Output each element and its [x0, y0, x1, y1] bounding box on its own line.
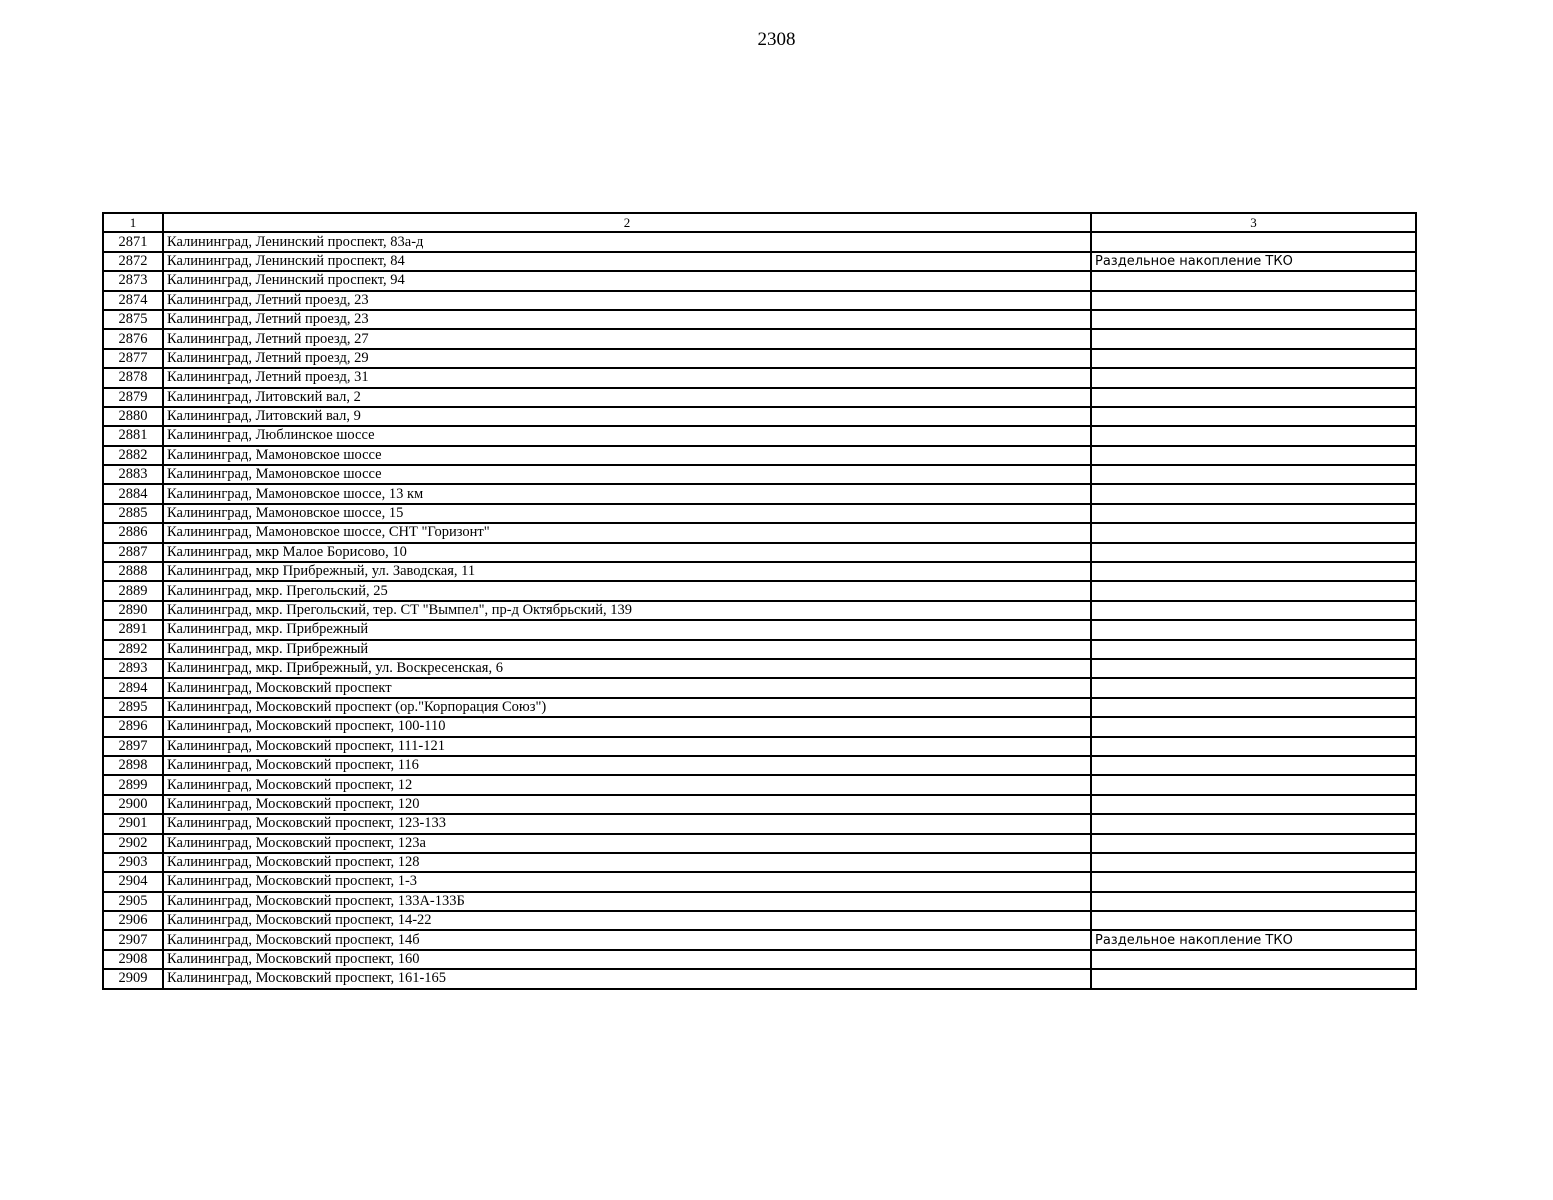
row-number-cell: 2897 — [103, 737, 163, 756]
address-cell: Калининград, Московский проспект, 12 — [163, 775, 1091, 794]
row-number-cell: 2872 — [103, 252, 163, 271]
note-cell — [1091, 484, 1416, 503]
note-cell — [1091, 232, 1416, 251]
address-cell: Калининград, Мамоновское шоссе — [163, 446, 1091, 465]
row-number-cell: 2873 — [103, 271, 163, 290]
table-row — [103, 775, 1416, 794]
table-row — [103, 834, 1416, 853]
table-row — [103, 504, 1416, 523]
table-row — [103, 853, 1416, 872]
row-number-cell: 2901 — [103, 814, 163, 833]
address-cell: Калининград, Московский проспект, 116 — [163, 756, 1091, 775]
table-row — [103, 911, 1416, 930]
row-number-cell: 2887 — [103, 543, 163, 562]
address-cell: Калининград, Литовский вал, 9 — [163, 407, 1091, 426]
note-cell — [1091, 407, 1416, 426]
row-number-cell: 2890 — [103, 601, 163, 620]
address-cell: Калининград, мкр Малое Борисово, 10 — [163, 543, 1091, 562]
address-cell: Калининград, Московский проспект, 14б — [163, 930, 1091, 949]
row-number-cell: 2884 — [103, 484, 163, 503]
note-cell — [1091, 698, 1416, 717]
address-cell: Калининград, Московский проспект, 1-3 — [163, 872, 1091, 891]
table-row — [103, 271, 1416, 290]
table-row — [103, 484, 1416, 503]
note-cell — [1091, 329, 1416, 348]
address-cell: Калининград, Мамоновское шоссе — [163, 465, 1091, 484]
address-cell: Калининград, мкр. Прегольский, 25 — [163, 581, 1091, 600]
table-row — [103, 678, 1416, 697]
row-number-cell: 2882 — [103, 446, 163, 465]
row-number-cell: 2902 — [103, 834, 163, 853]
row-number-cell: 2895 — [103, 698, 163, 717]
table-row — [103, 620, 1416, 639]
address-cell: Калининград, Московский проспект, 100-110 — [163, 717, 1091, 736]
table-row — [103, 349, 1416, 368]
address-cell: Калининград, Московский проспект, 123а — [163, 834, 1091, 853]
table-row — [103, 388, 1416, 407]
address-cell: Калининград, Мамоновское шоссе, СНТ "Горизонт" — [163, 523, 1091, 542]
note-cell — [1091, 950, 1416, 969]
note-cell — [1091, 562, 1416, 581]
table-row — [103, 523, 1416, 542]
row-number-cell: 2871 — [103, 232, 163, 251]
table-row — [103, 756, 1416, 775]
note-cell — [1091, 620, 1416, 639]
address-cell: Калининград, Ленинский проспект, 84 — [163, 252, 1091, 271]
note-cell — [1091, 756, 1416, 775]
note-cell — [1091, 717, 1416, 736]
table-row — [103, 252, 1416, 271]
address-cell: Калининград, Московский проспект — [163, 678, 1091, 697]
row-number-cell: 2889 — [103, 581, 163, 600]
row-number-cell: 2886 — [103, 523, 163, 542]
address-cell: Калининград, Московский проспект, 123-133 — [163, 814, 1091, 833]
row-number-cell: 2883 — [103, 465, 163, 484]
row-number-cell: 2906 — [103, 911, 163, 930]
note-cell — [1091, 543, 1416, 562]
address-cell: Калининград, Ленинский проспект, 83а-д — [163, 232, 1091, 251]
note-cell — [1091, 446, 1416, 465]
note-cell — [1091, 601, 1416, 620]
table-row — [103, 407, 1416, 426]
address-cell: Калининград, мкр. Прибрежный — [163, 640, 1091, 659]
row-number-cell: 2891 — [103, 620, 163, 639]
table-row — [103, 562, 1416, 581]
address-cell: Калининград, Мамоновское шоссе, 15 — [163, 504, 1091, 523]
note-cell — [1091, 969, 1416, 988]
address-cell: Калининград, Ленинский проспект, 94 — [163, 271, 1091, 290]
address-table — [102, 212, 1417, 990]
row-number-cell: 2881 — [103, 426, 163, 445]
note-cell — [1091, 892, 1416, 911]
table-row — [103, 368, 1416, 387]
table-row — [103, 310, 1416, 329]
address-cell: Калининград, Московский проспект, 128 — [163, 853, 1091, 872]
row-number-cell: 2894 — [103, 678, 163, 697]
table-row — [103, 446, 1416, 465]
address-cell: Калининград, Московский проспект, 111-121 — [163, 737, 1091, 756]
table-row — [103, 795, 1416, 814]
row-number-cell: 2879 — [103, 388, 163, 407]
note-cell — [1091, 795, 1416, 814]
address-cell: Калининград, Московский проспект, 120 — [163, 795, 1091, 814]
note-cell — [1091, 659, 1416, 678]
address-cell: Калининград, Московский проспект, 161-165 — [163, 969, 1091, 988]
note-cell: Раздельное накопление ТКО — [1091, 930, 1416, 949]
row-number-cell: 2874 — [103, 291, 163, 310]
row-number-cell: 2898 — [103, 756, 163, 775]
table-row — [103, 543, 1416, 562]
note-cell — [1091, 349, 1416, 368]
row-number-cell: 2892 — [103, 640, 163, 659]
address-cell: Калининград, Летний проезд, 27 — [163, 329, 1091, 348]
note-cell — [1091, 814, 1416, 833]
row-number-cell: 2888 — [103, 562, 163, 581]
row-number-cell: 2909 — [103, 969, 163, 988]
table-row — [103, 291, 1416, 310]
address-cell: Калининград, Московский проспект, 133А-133Б — [163, 892, 1091, 911]
table-row — [103, 814, 1416, 833]
note-cell — [1091, 271, 1416, 290]
table-row — [103, 426, 1416, 445]
note-cell — [1091, 581, 1416, 600]
row-number-cell: 2880 — [103, 407, 163, 426]
table-body — [103, 232, 1416, 988]
row-number-cell: 2878 — [103, 368, 163, 387]
row-number-cell: 2893 — [103, 659, 163, 678]
table-row — [103, 640, 1416, 659]
address-cell: Калининград, Литовский вал, 2 — [163, 388, 1091, 407]
note-cell — [1091, 426, 1416, 445]
table-row — [103, 872, 1416, 891]
table-row — [103, 950, 1416, 969]
table-row — [103, 698, 1416, 717]
row-number-cell: 2896 — [103, 717, 163, 736]
note-cell — [1091, 388, 1416, 407]
table-row — [103, 930, 1416, 949]
column-header-note: 3 — [1091, 213, 1416, 232]
page-number: 2308 — [757, 29, 796, 50]
note-cell — [1091, 737, 1416, 756]
note-cell — [1091, 775, 1416, 794]
row-number-cell: 2908 — [103, 950, 163, 969]
note-cell — [1091, 504, 1416, 523]
note-cell — [1091, 911, 1416, 930]
note-cell — [1091, 291, 1416, 310]
note-cell — [1091, 678, 1416, 697]
note-cell — [1091, 310, 1416, 329]
address-cell: Калининград, мкр. Прибрежный, ул. Воскресенская, 6 — [163, 659, 1091, 678]
address-cell: Калининград, Люблинское шоссе — [163, 426, 1091, 445]
table-row — [103, 465, 1416, 484]
table-header-row — [103, 213, 1416, 232]
table-row — [103, 232, 1416, 251]
address-cell: Калининград, Московский проспект, 14-22 — [163, 911, 1091, 930]
table-row — [103, 329, 1416, 348]
row-number-cell: 2877 — [103, 349, 163, 368]
row-number-cell: 2899 — [103, 775, 163, 794]
address-cell: Калининград, Московский проспект (ор."Корпорация Союз") — [163, 698, 1091, 717]
address-cell: Калининград, мкр. Прибрежный — [163, 620, 1091, 639]
note-cell — [1091, 465, 1416, 484]
note-cell — [1091, 523, 1416, 542]
note-cell — [1091, 368, 1416, 387]
column-header-number: 1 — [103, 213, 163, 232]
address-cell: Калининград, Московский проспект, 160 — [163, 950, 1091, 969]
address-cell: Калининград, мкр. Прегольский, тер. СТ "Вымпел", пр-д Октябрьский, 139 — [163, 601, 1091, 620]
row-number-cell: 2876 — [103, 329, 163, 348]
table-row — [103, 659, 1416, 678]
note-cell — [1091, 853, 1416, 872]
table-row — [103, 581, 1416, 600]
row-number-cell: 2885 — [103, 504, 163, 523]
row-number-cell: 2904 — [103, 872, 163, 891]
row-number-cell: 2905 — [103, 892, 163, 911]
address-cell: Калининград, Летний проезд, 23 — [163, 291, 1091, 310]
table-row — [103, 969, 1416, 988]
address-cell: Калининград, Летний проезд, 23 — [163, 310, 1091, 329]
row-number-cell: 2900 — [103, 795, 163, 814]
note-cell: Раздельное накопление ТКО — [1091, 252, 1416, 271]
table-row — [103, 601, 1416, 620]
address-cell: Калининград, Летний проезд, 29 — [163, 349, 1091, 368]
row-number-cell: 2875 — [103, 310, 163, 329]
table-row — [103, 892, 1416, 911]
note-cell — [1091, 834, 1416, 853]
table-row — [103, 717, 1416, 736]
note-cell — [1091, 640, 1416, 659]
column-header-address: 2 — [163, 213, 1091, 232]
row-number-cell: 2907 — [103, 930, 163, 949]
table-row — [103, 737, 1416, 756]
address-cell: Калининград, Летний проезд, 31 — [163, 368, 1091, 387]
row-number-cell: 2903 — [103, 853, 163, 872]
address-cell: Калининград, мкр Прибрежный, ул. Заводская, 11 — [163, 562, 1091, 581]
address-cell: Калининград, Мамоновское шоссе, 13 км — [163, 484, 1091, 503]
note-cell — [1091, 872, 1416, 891]
